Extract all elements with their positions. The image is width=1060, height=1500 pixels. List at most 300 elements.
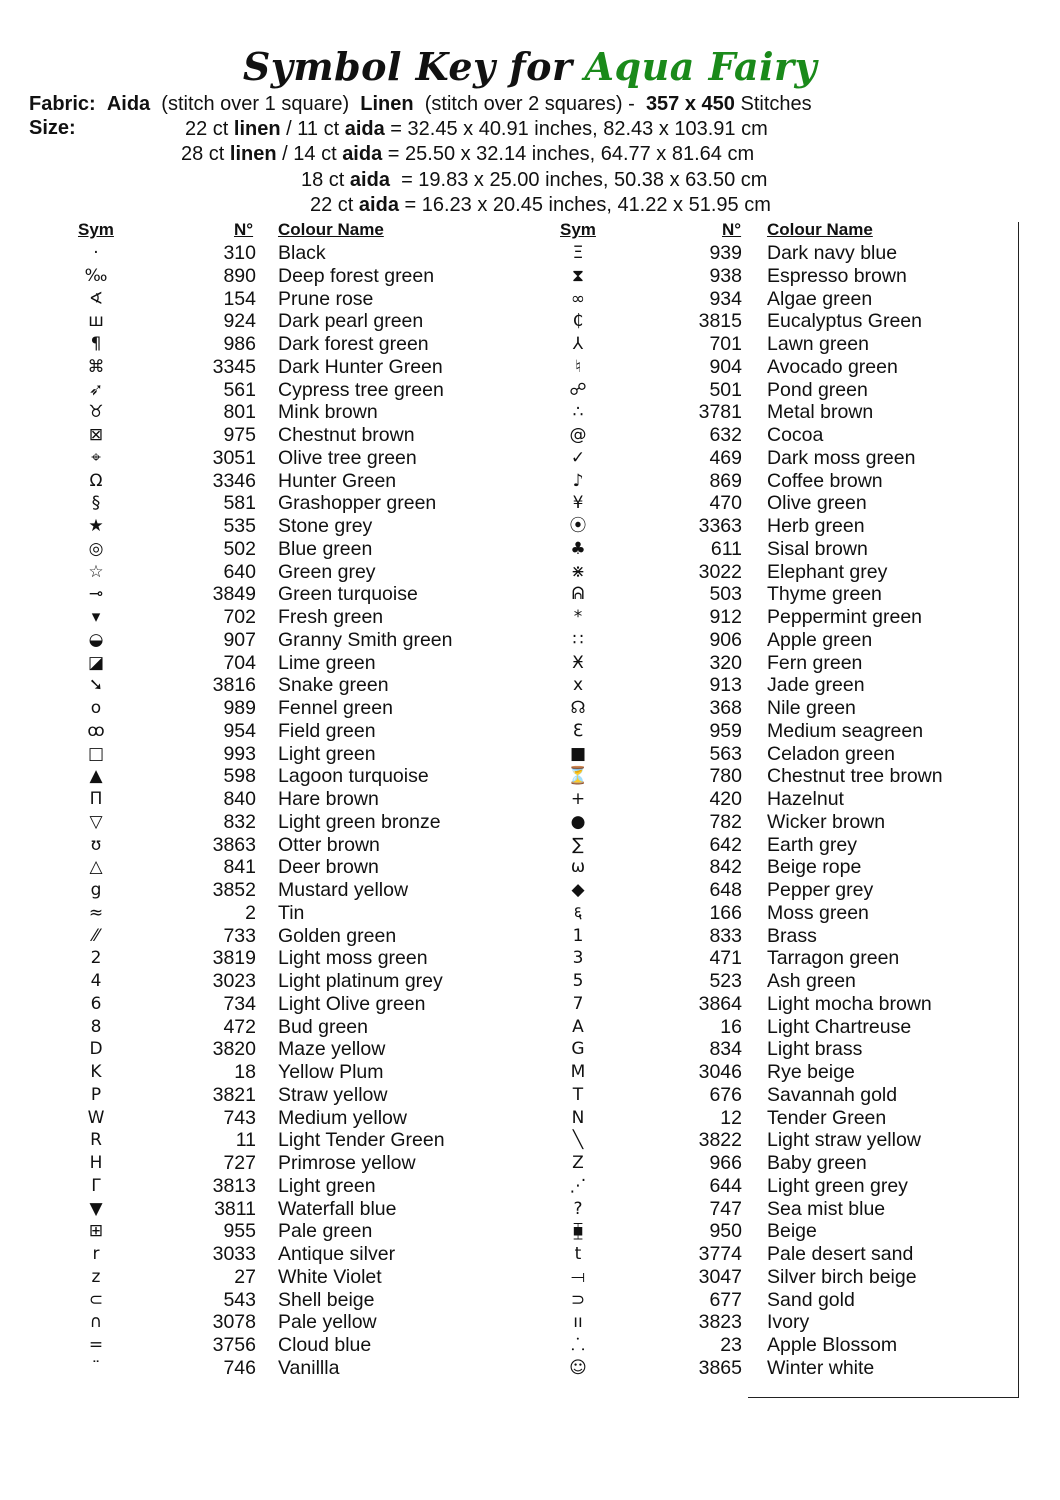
- bottom-border-line: [748, 1397, 1018, 1398]
- right-table-row: [0, 697, 1060, 720]
- symbol-cell: 3: [572, 948, 584, 969]
- symbol-cell: ➶: [88, 379, 104, 400]
- symbol-cell: ●: [570, 811, 586, 832]
- size-line-b2: aida: [342, 143, 383, 165]
- colour-name-cell: Earth grey: [767, 833, 857, 856]
- colour-name-cell: Bud green: [278, 1015, 368, 1038]
- dmc-number-cell: 702: [223, 606, 256, 628]
- size-line-mid: / 11 ct: [280, 118, 345, 140]
- symbol-cell: ▾: [91, 607, 101, 627]
- size-line-post: = 19.83 x 25.00 inches, 50.38 x 63.50 cm: [389, 169, 768, 191]
- right-table-row: [0, 1152, 1060, 1175]
- symbol-cell: ➘: [88, 675, 104, 696]
- colour-name-cell: Chestnut brown: [278, 424, 415, 446]
- right-table-row: [0, 743, 1060, 766]
- dmc-number-cell: 733: [223, 924, 256, 947]
- symbol-cell: 4: [90, 971, 102, 991]
- title-design-name: Aqua Fairy: [584, 44, 818, 89]
- colour-name-cell: Maze yellow: [278, 1038, 386, 1061]
- right-table-row: [0, 720, 1060, 743]
- size-line: [181, 142, 754, 167]
- title-prefix: Symbol Key for: [242, 44, 573, 89]
- symbol-cell: ▲: [89, 766, 103, 787]
- dmc-number-cell: 310: [223, 242, 256, 264]
- colour-name-cell: Ash green: [767, 970, 856, 992]
- right-sym-header: Sym: [560, 220, 596, 239]
- colour-name-cell: Medium yellow: [278, 1106, 407, 1129]
- symbol-cell: ⟞: [570, 1266, 586, 1287]
- symbol-cell: ·: [93, 243, 99, 263]
- size-line: [301, 168, 767, 193]
- dmc-number-cell: 3774: [698, 1243, 742, 1265]
- symbol-cell: W: [87, 1107, 105, 1128]
- symbol-cell: ☊: [570, 698, 586, 718]
- colour-name-cell: Dark Hunter Green: [278, 355, 443, 378]
- dmc-number-cell: 3822: [698, 1129, 742, 1152]
- colour-name-cell: Espresso brown: [767, 264, 907, 287]
- symbol-cell: Π: [89, 789, 103, 809]
- symbol-cell: ☆: [88, 561, 104, 582]
- colour-name-cell: Apple Blossom: [767, 1334, 898, 1356]
- symbol-cell: ☍: [569, 379, 587, 400]
- dmc-number-cell: 950: [709, 1220, 742, 1243]
- dmc-number-cell: 743: [223, 1106, 256, 1129]
- colour-name-cell: Sisal brown: [767, 537, 868, 560]
- colour-name-cell: Prune rose: [278, 287, 374, 310]
- colour-name-cell: Light straw yellow: [767, 1129, 921, 1152]
- colour-name-cell: Light platinum grey: [278, 970, 443, 992]
- fabric-linen: Linen: [360, 93, 414, 115]
- symbol-cell: ≈: [88, 902, 104, 923]
- left-name-header: Colour Name: [278, 220, 384, 239]
- symbol-cell: ६: [573, 902, 583, 923]
- symbol-cell: ω: [570, 857, 586, 878]
- symbol-cell: ⅄: [572, 334, 584, 354]
- right-table-row: [0, 1220, 1060, 1243]
- colour-name-cell: Baby green: [767, 1152, 867, 1174]
- dmc-number-cell: 747: [709, 1197, 742, 1220]
- symbol-cell: 8: [90, 1016, 102, 1037]
- symbol-cell: 7: [572, 993, 584, 1014]
- symbol-cell: ℇ: [572, 720, 584, 741]
- colour-name-cell: Tarragon green: [767, 947, 900, 970]
- symbol-cell: T: [572, 1084, 584, 1105]
- right-table-row: [0, 538, 1060, 561]
- dmc-number-cell: 18: [234, 1061, 256, 1083]
- dmc-number-cell: 3849: [212, 583, 256, 606]
- dmc-number-cell: 3864: [698, 992, 742, 1015]
- symbol-cell: Ӿ: [572, 652, 584, 673]
- size-label: Size:: [29, 117, 76, 139]
- dmc-number-cell: 3816: [212, 674, 256, 697]
- dmc-number-cell: 581: [223, 492, 256, 515]
- size-line-pre: 22 ct: [310, 194, 359, 216]
- dmc-number-cell: 3811: [214, 1197, 256, 1220]
- fabric-linen-note: (stitch over 2 squares) -: [424, 93, 635, 115]
- right-table-row: [0, 333, 1060, 356]
- symbol-cell: ⌖: [91, 447, 101, 468]
- right-table-row: [0, 993, 1060, 1016]
- symbol-cell: ∷: [572, 629, 584, 650]
- dmc-number-cell: 676: [709, 1083, 742, 1106]
- symbol-cell: ¶: [90, 334, 102, 354]
- dmc-number-cell: 959: [709, 719, 742, 742]
- colour-name-cell: Jade green: [767, 674, 865, 697]
- colour-name-cell: Winter white: [767, 1356, 875, 1379]
- colour-name-cell: Otter brown: [278, 833, 380, 856]
- symbol-cell: ∴: [572, 402, 584, 423]
- dmc-number-cell: 938: [709, 264, 742, 287]
- right-table-row: [0, 1107, 1060, 1130]
- symbol-cell: ¨: [91, 1357, 101, 1378]
- size-line-b1: aida: [349, 169, 390, 191]
- right-table-row: [0, 1129, 1060, 1152]
- dmc-number-cell: 993: [223, 742, 256, 765]
- dmc-number-cell: 3819: [212, 947, 256, 970]
- symbol-cell: z: [91, 1266, 101, 1287]
- symbol-cell: ★: [88, 516, 104, 536]
- symbol-cell: §: [91, 493, 101, 514]
- colour-name-cell: Light green bronze: [278, 810, 441, 833]
- size-line-b1: linen: [229, 143, 277, 165]
- dmc-number-cell: 543: [223, 1288, 256, 1311]
- symbol-cell: ◒: [88, 629, 104, 650]
- dmc-number-cell: 986: [223, 333, 256, 355]
- symbol-cell: ¥: [572, 493, 584, 514]
- symbol-cell: Γ: [91, 1175, 101, 1196]
- colour-name-cell: Dark navy blue: [767, 242, 898, 264]
- colour-name-cell: Sand gold: [767, 1288, 855, 1311]
- colour-name-cell: Beige: [767, 1220, 817, 1243]
- dmc-number-cell: 632: [709, 424, 742, 446]
- right-name-header: Colour Name: [767, 220, 873, 239]
- colour-name-cell: Pale green: [278, 1220, 373, 1243]
- dmc-number-cell: 832: [223, 810, 256, 833]
- right-table-row: [0, 788, 1060, 811]
- colour-name-cell: Pepper grey: [767, 879, 874, 901]
- symbol-cell: ⸫: [571, 1335, 585, 1355]
- dmc-number-cell: 3820: [212, 1038, 256, 1061]
- colour-name-cell: Avocado green: [767, 355, 898, 378]
- right-table-row: [0, 1243, 1060, 1266]
- colour-name-cell: Fern green: [767, 651, 863, 674]
- dmc-number-cell: 3756: [212, 1334, 256, 1356]
- dmc-number-cell: 642: [709, 833, 742, 856]
- dmc-number-cell: 320: [709, 651, 742, 674]
- symbol-cell: M: [570, 1062, 586, 1082]
- colour-name-cell: Antique silver: [278, 1243, 396, 1265]
- dmc-number-cell: 801: [223, 401, 256, 424]
- dmc-number-cell: 3023: [212, 970, 256, 992]
- size-line-pre: 28 ct: [181, 143, 230, 165]
- dmc-number-cell: 3781: [698, 401, 742, 424]
- size-line-post: = 32.45 x 40.91 inches, 82.43 x 103.91 cm: [384, 118, 768, 140]
- dmc-number-cell: 469: [709, 446, 742, 469]
- symbol-cell: ◆: [571, 880, 585, 900]
- colour-name-cell: Lime green: [278, 651, 376, 674]
- dmc-number-cell: 955: [223, 1220, 256, 1243]
- symbol-cell: K: [90, 1062, 102, 1082]
- symbol-cell: ♪: [572, 470, 584, 491]
- colour-name-cell: Wicker brown: [767, 810, 886, 833]
- right-table-row: [0, 1061, 1060, 1084]
- symbol-cell: R: [90, 1130, 102, 1151]
- right-num-header: N°: [722, 220, 742, 239]
- symbol-cell: ꝏ: [87, 720, 105, 741]
- colour-name-cell: Straw yellow: [278, 1083, 388, 1106]
- size-line: [185, 117, 768, 142]
- dmc-number-cell: 11: [235, 1129, 256, 1152]
- colour-name-cell: Mink brown: [278, 401, 378, 424]
- dmc-number-cell: 644: [709, 1174, 742, 1197]
- fabric-aida-note: (stitch over 1 square): [161, 93, 350, 115]
- dmc-number-cell: 869: [709, 469, 742, 492]
- symbol-cell: ∢: [88, 288, 104, 309]
- dmc-number-cell: 3078: [212, 1311, 256, 1334]
- colour-name-cell: Olive green: [767, 492, 867, 515]
- dmc-number-cell: 166: [709, 901, 742, 924]
- symbol-cell: ∑: [572, 834, 584, 855]
- dmc-number-cell: 23: [720, 1334, 742, 1356]
- colour-name-cell: Dark pearl green: [278, 310, 424, 333]
- colour-name-cell: Green grey: [278, 560, 376, 583]
- right-table-row: [0, 310, 1060, 333]
- colour-name-cell: Hazelnut: [767, 788, 844, 810]
- dmc-number-cell: 3815: [698, 310, 742, 333]
- colour-name-cell: Light Tender Green: [278, 1129, 445, 1152]
- symbol-cell: ⊞: [88, 1221, 104, 1242]
- colour-name-cell: Sea mist blue: [767, 1197, 886, 1220]
- dmc-number-cell: 989: [223, 697, 256, 719]
- symbol-cell: *: [573, 607, 583, 627]
- dmc-number-cell: 966: [709, 1152, 742, 1174]
- colour-name-cell: Stone grey: [278, 515, 373, 537]
- right-table-row: [0, 1084, 1060, 1107]
- dmc-number-cell: 502: [223, 537, 256, 560]
- dmc-number-cell: 598: [223, 765, 256, 788]
- dmc-number-cell: 27: [234, 1265, 256, 1288]
- dmc-number-cell: 3345: [212, 355, 256, 378]
- symbol-cell: x: [572, 675, 584, 696]
- colour-name-cell: Tender Green: [767, 1106, 887, 1129]
- dmc-number-cell: 3051: [212, 446, 256, 469]
- symbol-cell: 6: [90, 993, 102, 1014]
- dmc-number-cell: 3813: [212, 1174, 256, 1197]
- dmc-number-cell: 503: [709, 583, 742, 606]
- symbol-cell: ∞: [570, 288, 586, 309]
- symbol-cell: ♣: [570, 538, 586, 559]
- symbol-cell: ⏳: [567, 766, 589, 787]
- dmc-number-cell: 704: [223, 651, 256, 674]
- symbol-cell: =: [88, 1335, 104, 1355]
- dmc-number-cell: 934: [709, 287, 742, 310]
- dmc-number-cell: 561: [223, 378, 256, 401]
- right-table-row: [0, 879, 1060, 902]
- dmc-number-cell: 924: [223, 310, 256, 333]
- colour-name-cell: Light Chartreuse: [767, 1015, 912, 1038]
- right-table-row: [0, 492, 1060, 515]
- colour-name-cell: Black: [278, 242, 326, 264]
- dmc-number-cell: 840: [223, 788, 256, 810]
- dmc-number-cell: 3363: [698, 515, 742, 537]
- symbol-cell: ₵: [572, 311, 584, 332]
- dmc-number-cell: 782: [709, 810, 742, 833]
- colour-name-cell: Lawn green: [767, 333, 869, 355]
- colour-name-cell: Light green: [278, 1174, 376, 1197]
- colour-name-cell: Celadon green: [767, 742, 895, 765]
- colour-name-cell: Fennel green: [278, 697, 393, 719]
- right-table-row: [0, 606, 1060, 629]
- dmc-number-cell: 471: [709, 947, 742, 970]
- dmc-number-cell: 3046: [698, 1061, 742, 1083]
- colour-name-cell: Vanillla: [278, 1356, 340, 1379]
- dmc-number-cell: 16: [720, 1015, 742, 1038]
- colour-name-cell: Deer brown: [278, 856, 379, 879]
- symbol-cell: 5: [572, 971, 584, 991]
- right-table-row: [0, 265, 1060, 288]
- right-table-row: [0, 424, 1060, 447]
- colour-name-cell: Moss green: [767, 901, 869, 924]
- dmc-number-cell: 833: [709, 924, 742, 947]
- dmc-number-cell: 842: [709, 856, 742, 879]
- right-table-row: [0, 242, 1060, 265]
- colour-name-cell: Fresh green: [278, 606, 384, 628]
- symbol-cell: ⊃: [570, 1289, 586, 1310]
- right-table-row: [0, 1357, 1060, 1380]
- colour-name-cell: Tin: [278, 901, 305, 924]
- dmc-number-cell: 904: [709, 355, 742, 378]
- dmc-number-cell: 501: [709, 378, 742, 401]
- symbol-cell: ⌘: [87, 356, 105, 377]
- colour-name-cell: Beige rope: [767, 856, 862, 879]
- symbol-cell: Ω: [89, 470, 103, 491]
- right-table-row: [0, 970, 1060, 993]
- colour-name-cell: Eucalyptus Green: [767, 310, 923, 333]
- dmc-number-cell: 746: [223, 1356, 256, 1379]
- right-table-row: [0, 1289, 1060, 1312]
- symbol-cell: Z: [572, 1153, 584, 1173]
- dmc-number-cell: 3823: [698, 1311, 742, 1334]
- colour-name-cell: Waterfall blue: [278, 1197, 397, 1220]
- dmc-number-cell: 3852: [212, 879, 256, 901]
- symbol-cell: ⋇: [570, 561, 586, 582]
- dmc-number-cell: 3863: [212, 833, 256, 856]
- colour-name-cell: Shell beige: [278, 1288, 375, 1311]
- size-line-post: = 16.23 x 20.45 inches, 41.22 x 51.95 cm: [398, 194, 771, 216]
- right-table-row: [0, 811, 1060, 834]
- dmc-number-cell: 913: [709, 674, 742, 697]
- dmc-number-cell: 734: [223, 992, 256, 1015]
- fabric-line: [29, 92, 812, 117]
- colour-name-cell: Pale yellow: [278, 1311, 377, 1334]
- colour-name-cell: Pale desert sand: [767, 1243, 914, 1265]
- dmc-number-cell: 701: [709, 333, 742, 355]
- colour-name-cell: Apple green: [767, 628, 873, 651]
- symbol-cell: ⦿: [569, 516, 587, 536]
- colour-name-cell: Field green: [278, 719, 376, 742]
- dmc-number-cell: 470: [709, 492, 742, 515]
- colour-name-cell: Granny Smith green: [278, 628, 453, 651]
- colour-name-cell: Light green grey: [767, 1174, 908, 1197]
- colour-name-cell: Herb green: [767, 515, 865, 537]
- symbol-cell: +: [570, 789, 586, 809]
- symbol-cell: ‰: [84, 265, 108, 286]
- size-line-mid: / 14 ct: [276, 143, 343, 165]
- colour-name-cell: Ivory: [767, 1311, 810, 1334]
- colour-name-cell: Savannah gold: [767, 1083, 898, 1106]
- symbol-cell: 2: [90, 948, 102, 969]
- colour-name-cell: Hare brown: [278, 788, 379, 810]
- symbol-cell: ?: [573, 1198, 583, 1219]
- right-table-row: [0, 1334, 1060, 1357]
- right-table-row: [0, 1266, 1060, 1289]
- colour-name-cell: Light green: [278, 742, 376, 765]
- right-table-row: [0, 1198, 1060, 1221]
- colour-name-cell: Coffee brown: [767, 469, 883, 492]
- dmc-number-cell: 472: [223, 1015, 256, 1038]
- page-title: [0, 44, 1060, 89]
- colour-name-cell: Brass: [767, 924, 817, 947]
- left-sym-header: Sym: [78, 220, 114, 239]
- symbol-cell: ◎: [88, 538, 104, 559]
- dmc-number-cell: 648: [709, 879, 742, 901]
- symbol-cell: ⧗: [572, 265, 584, 286]
- right-table-row: [0, 856, 1060, 879]
- colour-name-cell: Lagoon turquoise: [278, 765, 429, 788]
- dmc-number-cell: 841: [223, 856, 256, 879]
- symbol-cell: 1: [572, 925, 584, 946]
- colour-name-cell: Snake green: [278, 674, 389, 697]
- symbol-cell: ▼: [89, 1198, 103, 1219]
- dmc-number-cell: 907: [223, 628, 256, 651]
- symbol-cell: ⊸: [88, 584, 104, 605]
- size-line-post: = 25.50 x 32.14 inches, 64.77 x 81.64 cm: [382, 143, 755, 165]
- right-table-row: [0, 1038, 1060, 1061]
- dmc-number-cell: 154: [223, 287, 256, 310]
- dmc-number-cell: 563: [709, 742, 742, 765]
- colour-name-cell: Silver birch beige: [767, 1265, 917, 1288]
- size-line-b1: aida: [358, 194, 399, 216]
- dmc-number-cell: 727: [223, 1152, 256, 1174]
- colour-name-cell: Blue green: [278, 537, 373, 560]
- right-table-row: [0, 765, 1060, 788]
- dmc-number-cell: 939: [709, 242, 742, 264]
- symbol-cell: □: [87, 743, 105, 764]
- symbol-cell: ıı: [573, 1312, 583, 1333]
- dmc-number-cell: 535: [223, 515, 256, 537]
- symbol-cell: ╲: [572, 1130, 584, 1151]
- symbol-cell: ⋰: [569, 1175, 587, 1196]
- right-border-line: [1018, 222, 1019, 1398]
- dmc-number-cell: 912: [709, 606, 742, 628]
- colour-name-cell: White Violet: [278, 1265, 382, 1288]
- symbol-cell: @: [569, 425, 587, 445]
- symbol-cell: r: [92, 1244, 100, 1264]
- right-table-row: [0, 379, 1060, 402]
- right-table-row: [0, 401, 1060, 424]
- colour-name-cell: Thyme green: [767, 583, 882, 606]
- symbol-cell: Ξ: [572, 243, 584, 263]
- colour-name-cell: Deep forest green: [278, 264, 435, 287]
- right-table-row: [0, 583, 1060, 606]
- symbol-cell: N: [571, 1107, 585, 1128]
- right-table-row: [0, 652, 1060, 675]
- colour-name-cell: Golden green: [278, 924, 397, 947]
- colour-name-cell: Nile green: [767, 697, 856, 719]
- dmc-number-cell: 3346: [212, 469, 256, 492]
- right-table-row: [0, 1311, 1060, 1334]
- right-table-row: [0, 834, 1060, 857]
